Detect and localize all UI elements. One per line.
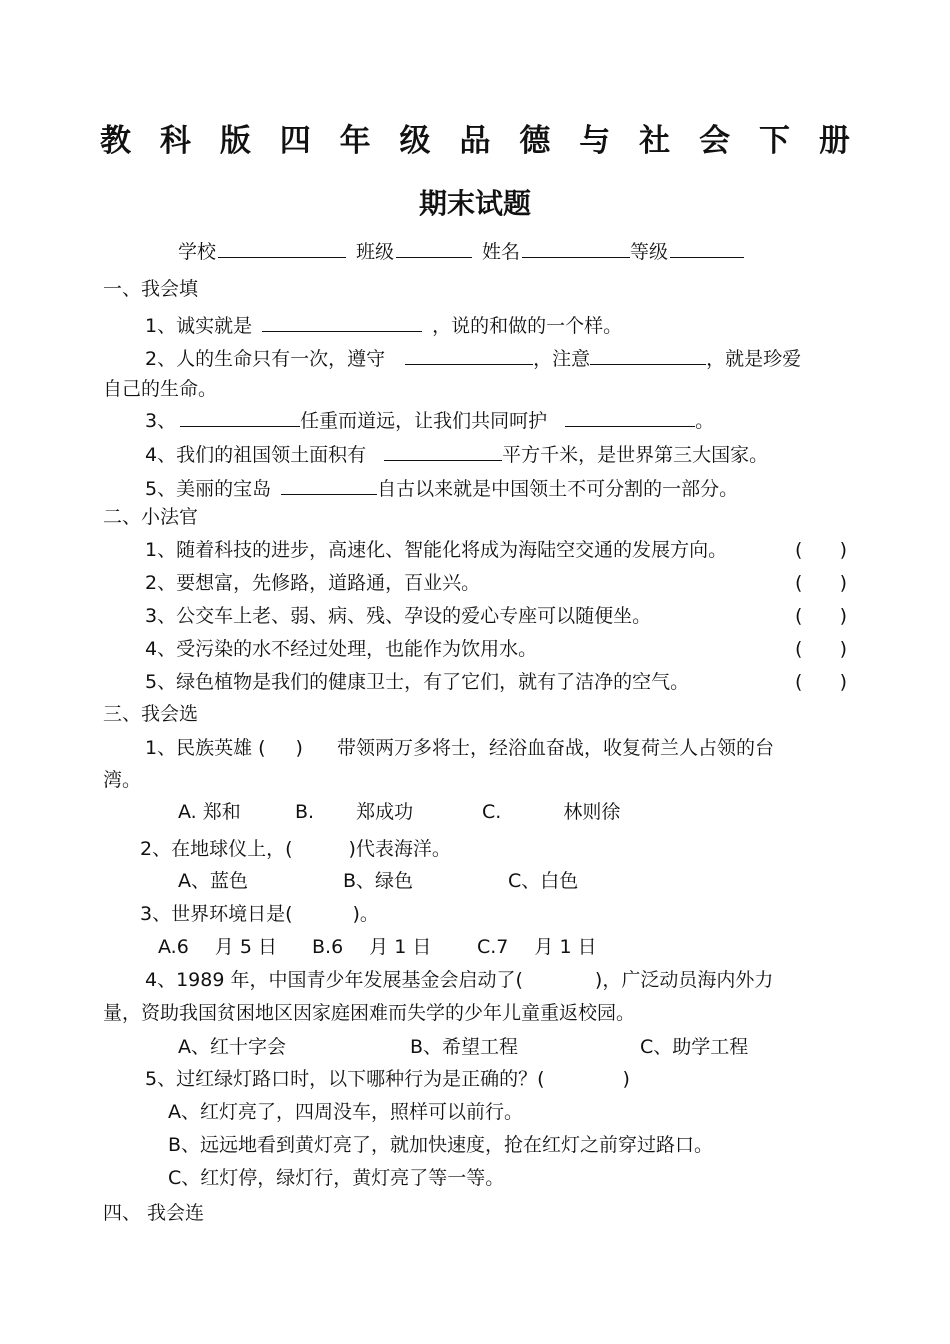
name-field[interactable] — [522, 240, 630, 258]
s1-q2-blank-1[interactable] — [405, 347, 533, 365]
title-char: 品 — [459, 123, 491, 159]
class-field[interactable] — [396, 240, 472, 258]
s1-q3-blank-1[interactable] — [180, 409, 300, 427]
s3-q4-option-a[interactable]: A、红十字会 — [178, 1036, 286, 1058]
s3-q1-stem-cont: 湾。 — [103, 769, 142, 791]
s2-item-5: 5、绿色植物是我们的健康卫士，有了它们，就有了洁净的空气。 — [145, 671, 690, 693]
s2-answer-3[interactable]: ( ) — [795, 605, 847, 627]
s3-q1-stem: 1、民族英雄 ( ) 带领两万多将士，经浴血奋战，收复荷兰人占领的台 — [145, 737, 774, 759]
s1-q2-blank-2[interactable] — [590, 347, 706, 365]
s1-q2-cont: 自己的生命。 — [103, 378, 218, 400]
title-char: 册 — [818, 123, 850, 159]
title-char: 科 — [159, 123, 191, 159]
s2-item-4: 4、受污染的水不经过处理，也能作为饮用水。 — [145, 638, 538, 660]
class-label: 班级 — [356, 241, 395, 263]
s1-q5: 5、美丽的宝岛 自古以来就是中国领土不可分割的一部分。 — [145, 478, 739, 500]
school-label: 学校 — [178, 241, 217, 263]
title-char: 社 — [639, 123, 671, 159]
header-fields — [178, 240, 744, 262]
s1-q5-blank[interactable] — [281, 477, 377, 495]
section2-heading: 二、小法官 — [103, 506, 199, 528]
name-label: 姓名 — [482, 241, 521, 263]
s1-q3: 3、 任重而道远，让我们共同呵护 。 — [145, 410, 715, 432]
s2-answer-5[interactable]: ( ) — [795, 671, 847, 693]
s3-q3-option-b[interactable]: B.6 月 1 日 — [312, 936, 432, 958]
title-char: 四 — [279, 123, 311, 159]
s2-answer-4[interactable]: ( ) — [795, 638, 847, 660]
s3-q4-option-c[interactable]: C、助学工程 — [640, 1036, 749, 1058]
s3-q3-option-c[interactable]: C.7 月 1 日 — [477, 936, 597, 958]
title-char: 年 — [339, 123, 371, 159]
s3-q4-option-b[interactable]: B、希望工程 — [410, 1036, 519, 1058]
section1-heading: 一、我会填 — [103, 278, 199, 300]
s3-q1-option-b[interactable]: B. 郑成功 — [295, 801, 414, 823]
s1-q4-blank[interactable] — [384, 443, 502, 461]
exam-title — [100, 123, 850, 159]
s3-q2-option-b[interactable]: B、绿色 — [343, 870, 414, 892]
title-char: 与 — [579, 123, 611, 159]
exam-subtitle: 期末试题 — [418, 187, 531, 220]
section3-heading: 三、我会选 — [103, 703, 199, 725]
title-char: 德 — [519, 123, 551, 159]
s3-q1-option-c[interactable]: C. 林则徐 — [482, 801, 621, 823]
s3-q1-option-a[interactable]: A. 郑和 — [178, 801, 241, 823]
school-field[interactable] — [218, 240, 346, 258]
s2-answer-2[interactable]: ( ) — [795, 572, 847, 594]
s3-q4-stem: 4、1989 年，中国青少年发展基金会启动了( )，广泛动员海内外力 — [145, 969, 774, 991]
s2-answer-1[interactable]: ( ) — [795, 539, 847, 561]
s3-q5-option-b[interactable]: B、远远地看到黄灯亮了，就加快速度，抢在红灯之前穿过路口。 — [168, 1134, 714, 1156]
grade-label: 等级 — [630, 241, 669, 263]
section4-heading: 四、 我会连 — [103, 1202, 205, 1224]
s1-q1-blank[interactable] — [262, 314, 422, 332]
s2-item-2: 2、要想富，先修路，道路通，百业兴。 — [145, 572, 481, 594]
title-char: 会 — [699, 123, 731, 159]
s3-q5-option-a[interactable]: A、红灯亮了，四周没车，照样可以前行。 — [168, 1101, 523, 1123]
s3-q3-stem: 3、世界环境日是( )。 — [140, 903, 379, 925]
grade-field[interactable] — [670, 240, 744, 258]
s1-q3-blank-2[interactable] — [565, 409, 695, 427]
s3-q5-option-c[interactable]: C、红灯停，绿灯行，黄灯亮了等一等。 — [168, 1167, 505, 1189]
s1-q2: 2、人的生命只有一次，遵守 ，注意 ，就是珍爱 — [145, 348, 802, 370]
s3-q3-option-a[interactable]: A.6 月 5 日 — [158, 936, 277, 958]
s2-item-1: 1、随着科技的进步，高速化、智能化将成为海陆空交通的发展方向。 — [145, 539, 728, 561]
title-char: 版 — [219, 123, 251, 159]
s3-q5-stem: 5、过红绿灯路口时，以下哪种行为是正确的？( ) — [145, 1068, 630, 1090]
title-char: 下 — [758, 123, 790, 159]
s3-q2-option-a[interactable]: A、蓝色 — [178, 870, 248, 892]
s1-q4: 4、我们的祖国领土面积有 平方千米，是世界第三大国家。 — [145, 444, 769, 466]
s1-q1: 1、诚实就是 ，说的和做的一个样。 — [145, 315, 623, 337]
s2-item-3: 3、公交车上老、弱、病、残、孕设的爱心专座可以随便坐。 — [145, 605, 652, 627]
s3-q2-stem: 2、在地球仪上，( )代表海洋。 — [140, 838, 451, 860]
title-char: 教 — [100, 123, 131, 159]
s3-q2-option-c[interactable]: C、白色 — [508, 870, 579, 892]
title-char: 级 — [399, 123, 431, 159]
s3-q4-stem-cont: 量，资助我国贫困地区因家庭困难而失学的少年儿童重返校园。 — [103, 1002, 636, 1024]
